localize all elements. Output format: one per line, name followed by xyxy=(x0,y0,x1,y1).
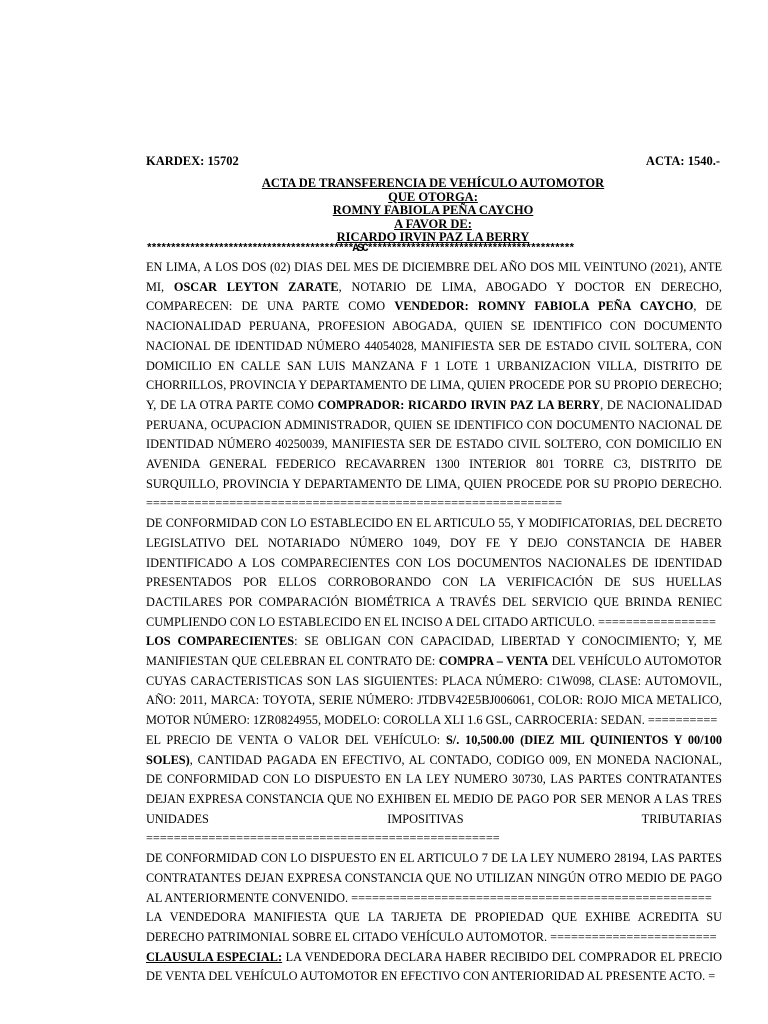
kardex-number: KARDEX: 15702 xyxy=(146,154,239,168)
seller-label: VENDEDOR: ROMNY FABIOLA PEÑA CAYCHO xyxy=(394,299,694,314)
paragraph-medio-pago: DE CONFORMIDAD CON LO DISPUESTO EN EL ARTICULO 7 DE LA LEY NUMERO 28194, LAS PARTES CONTRATANTES DEJAN EXPRESA CONSTANCIA QUE NO UTILIZAN NINGÚN OTRO MEDIO DE PAGO AL ANTERIORMENTE CONVENIDO. ==================================================== xyxy=(146,851,722,905)
text-run: LA VENDEDORA DECLARA HABER RECIBIDO DEL COMPRADOR EL PRECIO DE VENTA DEL VEHÍCULO AUTOMOTOR EN EFECTIVO CON ANTERIORIDAD AL PRESENTE ACTO. = xyxy=(146,949,723,984)
asterisk-separator: *******************************************ASC******************************************* xyxy=(146,243,574,255)
buyer-label: COMPRADOR: RICARDO IRVIN PAZ LA BERRY xyxy=(317,397,601,412)
contract-type: COMPRA – VENTA xyxy=(438,654,549,669)
text-run: DEL VEHÍCULO AUTOMOTOR CUYAS CARACTERISTICAS SON LAS SIGUIENTES: PLACA NÚMERO: C1W098, CLASE: AUTOMOVIL, AÑO: 2011, MARCA: TOYOTA, SERIE NÚMERO: JTDBV42E5BJ006061, COLOR: ROJO MICA METALICO, MOTOR NÚMERO: 1ZR0824955, MODELO: COROLLA XLI 1.6 GSL, CARROCERIA: SEDAN. ========== xyxy=(146,654,722,728)
text-run: , NOTARIO DE LIMA, ABOGADO Y DOCTOR EN DERECHO, COMPARECEN: DE UNA PARTE COMO xyxy=(146,279,722,314)
paragraph-conformidad: DE CONFORMIDAD CON LO ESTABLECIDO EN EL ARTICULO 55, Y MODIFICATORIAS, DEL DECRETO LEGISLATIVO DEL NOTARIADO NÚMERO 1049, DOY FE Y DEJO CONSTANCIA DE HABER IDENTIFICADO A LOS COMPARECIENTES CON LOS DOCUMENTOS NACIONALES DE IDENTIDAD PRESENTADOS POR ELLOS CORROBORANDO CON LA VERIFICACIÓN DE SUS HUELLAS DACTILARES POR COMPARACIÓN BIOMÉTRICA A TRAVÉS DEL SERVICIO QUE BRINDA RENIEC CUMPLIENDO CON LO ESTABLECIDO EN EL INCISO A DEL CITADO ARTICULO. ================= xyxy=(146,516,722,629)
title-line-4: A FAVOR DE: xyxy=(394,216,472,231)
header-row xyxy=(146,154,720,169)
document-body xyxy=(146,258,722,987)
comparecientes-label: LOS COMPARECIENTES xyxy=(146,634,295,649)
text-run: EL PRECIO DE VENTA O VALOR DEL VEHÍCULO: xyxy=(146,732,446,747)
document-title xyxy=(146,177,720,245)
title-line-1: ACTA DE TRANSFERENCIA DE VEHÍCULO AUTOMOTOR xyxy=(261,176,605,190)
paragraph-clausula xyxy=(146,948,722,987)
price-amount: S/. 10,500.00 (DIEZ MIL QUINIENTOS Y 00/100 SOLES) xyxy=(146,732,722,767)
text-run: EN LIMA, A LOS DOS (02) DIAS DEL MES DE DICIEMBRE DEL AÑO DOS MIL VEINTUNO (2021), ANTE MI, xyxy=(146,260,722,294)
text-run: : SE OBLIGAN CON CAPACIDAD, LIBERTAD Y CONOCIMIENTO; Y, ME MANIFIESTAN QUE CELEBRAN EL CONTRATO DE: xyxy=(146,634,722,669)
title-line-2: QUE OTORGA: xyxy=(388,189,478,204)
notary-name: OSCAR LEYTON ZARATE xyxy=(173,279,339,294)
text-run: , DE NACIONALIDAD PERUANA, OCUPACION ADMINISTRADOR, QUIEN SE IDENTIFICO CON DOCUMENTO NACIONAL DE IDENTIDAD NÚMERO 40250039, MANIFIESTA SER DE ESTADO CIVIL SOLTERO, CON DOMICILIO EN AVENIDA GENERAL FEDERICO RECAVARREN 1300 INTERIOR 801 TORRE C3, DISTRITO DE SURQUILLO, PROVINCIA Y DEPARTAMENTO DE LIMA, QUIEN PROCEDE POR SU PROPIO DERECHO. ============================================================ xyxy=(146,397,722,511)
clausula-especial-label: CLAUSULA ESPECIAL: xyxy=(146,949,283,964)
paragraph-comparecientes xyxy=(146,632,722,731)
text-run: , DE NACIONALIDAD PERUANA, PROFESION ABOGADA, QUIEN SE IDENTIFICO CON DOCUMENTO NACIONAL DE IDENTIDAD NÚMERO 44054028, MANIFIESTA SER DE ESTADO CIVIL SOLTERA, CON DOMICILIO EN CALLE SAN LUIS MANZANA F 1 LOTE 1 URBANIZACION VILLA, DISTRITO DE CHORRILLOS, PROVINCIA Y DEPARTAMENTO DE LIMA, QUIEN PROCEDE POR SU PROPIO DERECHO; Y, DE LA OTRA PARTE COMO xyxy=(146,299,723,412)
title-line-3: ROMNY FABIOLA PEÑA CAYCHO xyxy=(332,203,534,217)
paragraph-precio xyxy=(146,731,722,849)
text-run: , CANTIDAD PAGADA EN EFECTIVO, AL CONTADO, CODIGO 009, EN MONEDA NACIONAL, DE CONFORMIDAD CON LO DISPUESTO EN LA LEY NUMERO 30730, LAS PARTES CONTRATANTES DEJAN EXPRESA CONSTANCIA QUE NO EXHIBEN EL MEDIO DE PAGO POR SER MENOR A LAS TRES UNIDADES IMPOSITIVAS TRIBUTARIAS =================================================== xyxy=(146,752,722,846)
paragraph-comparecen xyxy=(146,258,722,514)
acta-number: ACTA: 1540.- xyxy=(645,154,720,168)
title-line-5: RICARDO IRVIN PAZ LA BERRY xyxy=(336,230,530,244)
paragraph-tarjeta: LA VENDEDORA MANIFIESTA QUE LA TARJETA DE PROPIEDAD QUE EXHIBE ACREDITA SU DERECHO PATRIMONIAL SOBRE EL CITADO VEHÍCULO AUTOMOTOR. ======================== xyxy=(146,910,722,944)
